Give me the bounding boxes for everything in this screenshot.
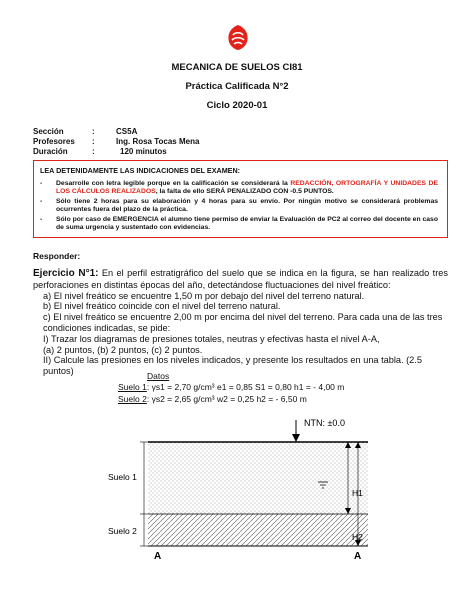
- ntn-label: NTN: ±0.0: [304, 418, 345, 428]
- exercise-label: Ejercicio N°1:: [33, 268, 99, 279]
- condition-a: a) El nivel freático se encuentre 1,50 m por debajo del nivel del terreno natural.: [43, 290, 365, 301]
- exercise-intro: En el perfil estratigráfico del suelo que se indica en la figura, se han realizado tres perforaciones en distintas épocas del año, detectándose fluctuaciones del nivel freático:: [33, 268, 448, 290]
- soil-profile-figure: [100, 412, 400, 562]
- meta-sep: :: [92, 127, 95, 136]
- h1-label: H1: [352, 488, 363, 498]
- task-i-points: (a) 2 puntos, (b) 2 puntos, (c) 2 puntos.: [43, 344, 203, 355]
- cycle-title: Ciclo 2020-01: [206, 100, 268, 111]
- meta-label-section: Sección: [33, 127, 64, 136]
- condition-c: c) El nivel freático se encuentre 2,00 m por encima del nivel del terreno. Para cada una de las tres condiciones indicadas, se pide:: [43, 312, 443, 333]
- data-soil-2: Suelo 2: γs2 = 2,65 g/cm³ w2 = 0,25 h2 = - 6,50 m: [118, 394, 307, 404]
- instruction-item: - Sólo por caso de EMERGENCIA el alumno tiene permiso de enviar la Evaluación de PC2 al correo del docente en caso de suma urgencia y sustentado con evidencias.: [40, 216, 438, 233]
- task-ii: II) Calcule las presiones en los niveles indicados, y presente los resultados en una tabla. (2.5 puntos): [43, 355, 422, 377]
- data-soil-1: Suelo 1: γs1 = 2,70 g/cm³ e1 = 0,85 S1 = 0,80 h1 = - 4,00 m: [118, 382, 345, 392]
- meta-sep: :: [92, 137, 95, 146]
- responder-label: Responder:: [33, 251, 81, 261]
- instruction-item: - Sólo tiene 2 horas para su elaboración y 4 horas para su envío. Por ningún motivo se considerará problemas ocurrentes fuera del plazo de la práctica.: [40, 198, 438, 215]
- meta-value-section: CS5A: [116, 127, 138, 136]
- exercise-text: [33, 268, 448, 377]
- task-i: I) Trazar los diagramas de presiones totales, neutras y efectivas hasta el nivel A-A,: [43, 333, 380, 344]
- instruction-highlight: REDACCIÓN, ORTOGRAFÍA Y UNIDADES DE LOS CÁLCULOS REALIZADOS: [56, 180, 438, 196]
- instructions-heading: LEA DETENIDAMENTE LAS INDICACIONES DEL EXAMEN:: [40, 166, 241, 175]
- h2-label: H2: [352, 532, 363, 542]
- meta-value-professors: Ing. Rosa Tocas Mena: [116, 137, 200, 146]
- meta-label-professors: Profesores: [33, 137, 75, 146]
- meta-sep: :: [92, 147, 95, 156]
- condition-b: b) El nivel freático coincide con el nivel del terreno natural.: [43, 301, 281, 312]
- soil-2-label: Suelo 2: [108, 526, 137, 536]
- ntn-arrow-icon: [292, 434, 300, 442]
- meta-value-duration: 120 minutos: [120, 147, 167, 156]
- university-logo: [225, 23, 251, 51]
- soil-2-layer: [148, 514, 368, 546]
- exam-title: Práctica Calificada N°2: [185, 81, 289, 92]
- instructions-list: [40, 180, 438, 233]
- section-a-right-label: A: [354, 551, 362, 562]
- data-title: Datos: [147, 371, 170, 381]
- exam-instructions-box: [33, 160, 448, 238]
- soil-1-layer: [148, 442, 368, 514]
- meta-label-duration: Duración: [33, 147, 68, 156]
- soil-1-label: Suelo 1: [108, 472, 137, 482]
- course-title: MECANICA DE SUELOS CI81: [171, 62, 303, 73]
- instruction-item: - Desarrolle con letra legible porque en la calificación se considerará la REDACCIÓN, ORTOGRAFÍA Y UNIDADES DE LOS CÁLCULOS REALIZADOS, la falta de ello SERÁ PENALIZADO CON -0.5 PUNTOS.: [40, 180, 438, 197]
- section-a-left-label: A: [154, 551, 162, 562]
